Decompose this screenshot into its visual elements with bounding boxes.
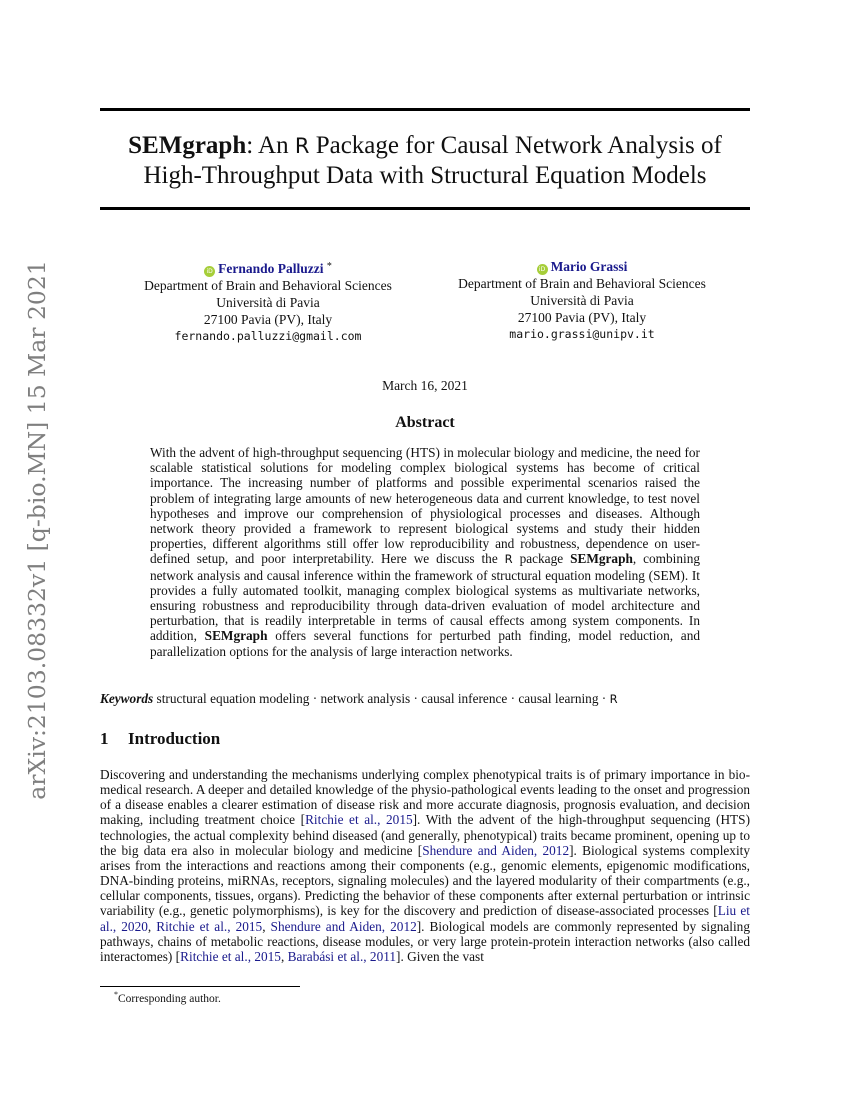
- keywords-text: structural equation modeling · network analysis · causal inference · causal learning ·: [153, 691, 610, 706]
- corresponding-mark: *: [326, 261, 332, 272]
- abstract-heading: Abstract: [395, 414, 455, 431]
- abstract-body: [150, 445, 700, 659]
- author-block-2: [422, 258, 742, 343]
- citation-link[interactable]: Ritchie et al., 2015: [180, 948, 281, 964]
- abstract-text: package: [512, 551, 571, 567]
- title-line2: High-Throughput Data with Structural Equation Models: [143, 162, 707, 189]
- intro-text: Discovering and understanding the mechanisms underlying complex phenotypical traits is of primary importance in bio-medical research. A deeper and detailed knowledge of the physio-pathological events leading to the onset and progression of a disease enables a clearer estimation of disease risk and more accurate diagnosis, prognosis evaluation, and decision making, including treatment choice [: [100, 767, 750, 828]
- citation-link[interactable]: Shendure and Aiden, 2012: [422, 842, 570, 858]
- abstract-text: offers several functions for perturbed path finding, model reduction, and parallelization options for the analysis of large interaction networks.: [150, 628, 701, 659]
- keywords-line: [100, 691, 750, 707]
- citation-separator: ,: [280, 948, 288, 964]
- section-title: Introduction: [128, 729, 221, 748]
- footnote-text: Corresponding author.: [118, 992, 221, 1005]
- author-email[interactable]: fernando.palluzzi@gmail.com: [174, 329, 362, 343]
- title-r-language: R: [294, 134, 310, 158]
- citation-separator: ,: [147, 918, 157, 934]
- paper-title: [100, 131, 750, 191]
- abstract-package-name: SEMgraph: [204, 628, 268, 644]
- title-rule-bottom: [100, 207, 750, 210]
- title-package-name: SEMgraph: [128, 132, 247, 159]
- keywords-label: Keywords: [100, 691, 154, 706]
- intro-text: ]. Biological models are commonly represented by signaling pathways, chains of metabolic reactions, disease modules, or very large protein-protein interaction networks (also called interactomes) [: [100, 918, 750, 964]
- author-city: 27100 Pavia (PV), Italy: [517, 310, 647, 325]
- intro-text: ]. Biological systems complexity arises from the interactions and reactions among their components (e.g., genomic elements, epigenomic modifications, DNA-binding proteins, miRNAs, receptors, signaling molecules) and the layered modularity of their compartments (e.g., cellular components, tissues, organs). Predicting the behavior of these components after external perturbation or intrinsic variability (e.g., genetic polymorphisms), is key for the discovery and prediction of disease-associated processes [: [100, 842, 750, 919]
- citation-link[interactable]: Liu et al., 2020: [100, 903, 750, 934]
- citation-link[interactable]: Shendure and Aiden, 2012: [270, 918, 417, 934]
- abstract-text: , combining network analysis and causal inference within the framework of structural equation modeling (SEM). It provides a fully automated toolkit, managing complex biological systems as multivariate networks, ensuring robustness and reproducibility through data-driven evaluation of model architecture and perturbation, that is readily interpretable in terms of causal effects among system components. In addition,: [150, 551, 701, 644]
- title-rule-top: [100, 108, 750, 111]
- arxiv-identifier: arXiv:2103.08332v1 [q-bio.MN] 15 Mar 2021: [23, 260, 51, 800]
- arxiv-sidebar: [8, 230, 66, 830]
- orcid-icon[interactable]: iD: [204, 266, 215, 277]
- intro-paragraph: [100, 767, 750, 964]
- citation-link[interactable]: Ritchie et al., 2015: [305, 812, 413, 828]
- section-heading: [100, 729, 750, 749]
- author-city: 27100 Pavia (PV), Italy: [203, 312, 333, 327]
- citation-separator: ,: [262, 918, 271, 934]
- keywords-r-language: R: [609, 692, 618, 706]
- abstract-package-name: SEMgraph: [570, 551, 633, 567]
- title-part1: : An: [246, 132, 295, 159]
- author-department: Department of Brain and Behavioral Sciences: [458, 276, 706, 291]
- orcid-icon[interactable]: iD: [537, 264, 548, 275]
- author-name-link[interactable]: Mario Grassi: [550, 259, 628, 274]
- abstract-text: With the advent of high-throughput sequencing (HTS) in molecular biology and medicine, the need for scalable statistical solutions for modeling complex biological systems has become of critical importance. The increasing number of platforms and possible experimental scenarios raised the problem of integrating large amounts of new heterogeneous data and current knowledge, to test novel hypotheses and improve our comprehension of physiological processes and diseases. Although network theory provided a framework to represent biological systems and study their hidden properties, different algorithms still offer low reproducibility and robustness, dependence on user-defined setup, and poor interpretability. Here we discuss the: [150, 445, 700, 567]
- author-department: Department of Brain and Behavioral Sciences: [144, 278, 392, 293]
- footnote: [114, 990, 221, 1005]
- section-number: 1: [100, 729, 109, 748]
- title-part2: Package for Causal Network Analysis of: [309, 132, 722, 159]
- author-university: Università di Pavia: [530, 293, 634, 308]
- author-block-1: [108, 258, 428, 345]
- publication-date: March 16, 2021: [382, 378, 468, 393]
- citation-link[interactable]: Ritchie et al., 2015: [156, 918, 263, 934]
- citation-link[interactable]: Barabási et al., 2011: [287, 948, 397, 964]
- footnote-mark: *: [114, 990, 118, 999]
- intro-text: ]. With the advent of the high-throughput sequencing (HTS) technologies, the actual complexity behind diseased (and generally, phenotypical) traits became prominent, opening up to the big data era also in molecular biology and medicine [: [100, 812, 750, 858]
- intro-text: ]. Given the vast: [396, 948, 484, 964]
- footnote-rule: [100, 986, 300, 987]
- author-name-link[interactable]: Fernando Palluzzi: [218, 261, 324, 276]
- author-university: Università di Pavia: [216, 295, 320, 310]
- abstract-r-language: R: [504, 552, 513, 567]
- author-email[interactable]: mario.grassi@unipv.it: [509, 327, 655, 341]
